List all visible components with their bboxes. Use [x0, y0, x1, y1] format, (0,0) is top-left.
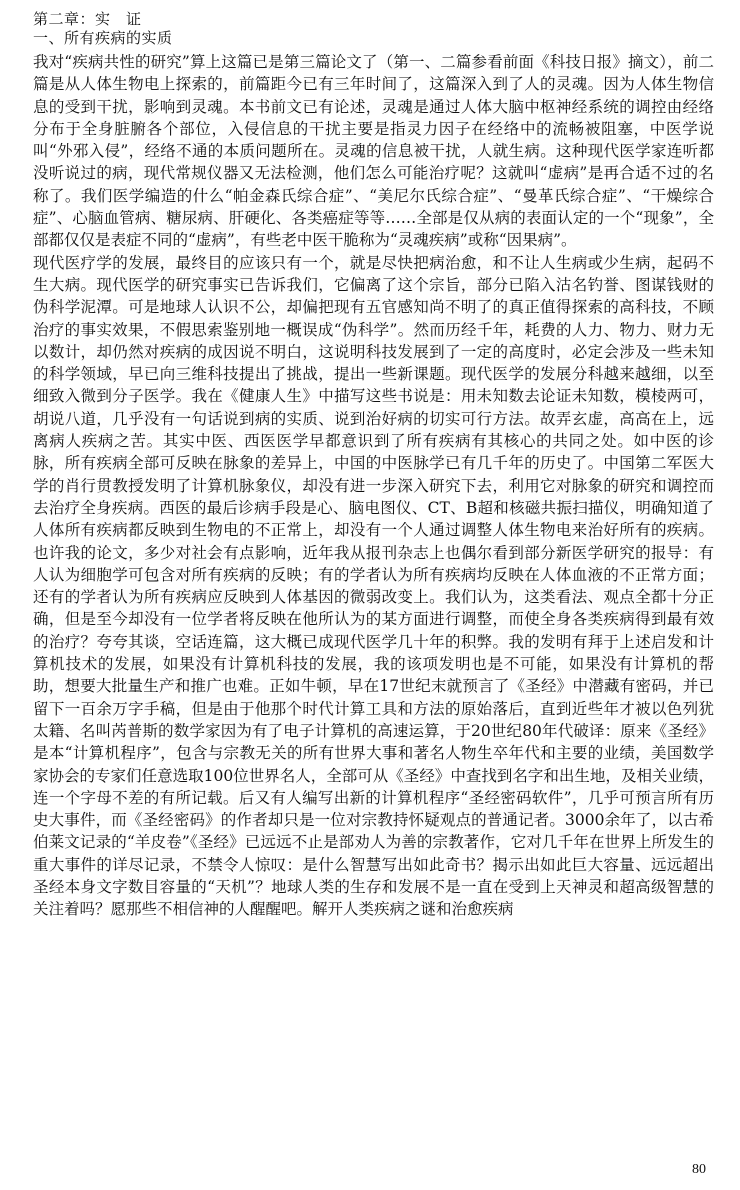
body-text — [33, 51, 714, 921]
chapter-title: 第二章：实 证 — [33, 10, 142, 28]
section-title: 一、所有疾病的实质 — [33, 29, 173, 47]
paragraph-2: 现代医疗学的发展，最终目的应该只有一个，就是尽快把病治愈，和不让人生病或少生病，起码不生大病。现代医学的研究事实已告诉我们，它偏离了这个宗旨，部分已陷入沽名钓誉、图谋钱财的伪科学泥潭。可是地球人认识不公，却偏把现有五官感知尚不明了的真正值得探索的高科技，不顾治疗的事实效果，不假思索鉴别地一概误成“伪科学”。然而历经千年，耗费的人力、物力、财力无以数计，却仍然对疾病的成因说不明白，这说明科技发展到了一定的高度时，必定会涉及一些未知的科学领域，早已向三维科技提出了挑战，提出一些新课题。现代医学的发展分科越来越细，以至细致入微到分子医学。我在《健康人生》中描写这些书说是：用未知数去论证未知数，模棱两可，胡说八道，几乎没有一句话说到病的实质、说到治好病的切实可行方法。故弄玄虚，高高在上，远离病人疾病之苦。其实中医、西医医学早都意识到了所有疾病有其核心的共同之处。如中医的诊脉，所有疾病全部可反映在脉象的差异上，中国的中医脉学已有几千年的历史了。中国第二军医大学的肖行贯教授发明了计算机脉象仪，却没有进一步深入研究下去，利用它对脉象的研究和调控而去治疗全身疾病。西医的最后诊病手段是心、脑电图仪、CT、B超和核磁共振扫描仪，明确知道了人体所有疾病都反映到生物电的不正常上，却没有一个人通过调整人体生物电来治好所有的疾病。也许我的论文，多少对社会有点影响，近年我从报刊杂志上也偶尔看到部分新医学研究的报导：有人认为细胞学可包含对所有疾病的反映；有的学者认为所有疾病均反映在人体血液的不正常方面；还有的学者认为所有疾病应反映到人体基因的微弱改变上。我们认为，这类看法、观点全都十分正确，但是至今却没有一位学者将反映在他所认为的某方面进行调整，而使全身各类疾病得到最有效的治疗？夸夸其谈，空话连篇，这大概已成现代医学几十年的积弊。我的发明有拜于上述启发和计算机技术的发展，如果没有计算机科技的发展，我的该项发明也是不可能，如果没有计算机的帮助，想要大批量生产和推广也难。正如牛顿，早在17世纪末就预言了《圣经》中潜藏有密码，并已留下一百余万字手稿，但是由于他那个时代计算工具和方法的原始落后，直到近些年才被以色列犹太籍、名叫芮普斯的数学家因为有了电子计算机的高速运算，于20世纪80年代破译：原来《圣经》是本“计算机程序”，包含与宗教无关的所有世界大事和著名人物生卒年代和主要的业绩，美国数学家协会的专家们任意选取100位世界名人，全部可从《圣经》中查找到名字和出生地，及相关业绩，连一个字母不差的有所记载。后又有人编写出新的计算机程序“圣经密码软件”，几乎可预言所有历史大事件，而《圣经密码》的作者却只是一位对宗教持怀疑观点的普通记者。3000余年了，以古希伯莱文记录的“羊皮卷”《圣经》已远远不止是部劝人为善的宗教著作，它对几千年在世界上所发生的重大事件的详尽记录，不禁令人惊叹：是什么智慧写出如此奇书？揭示出如此巨大容量、远远超出圣经本身文字数目容量的“天机”？地球人类的生存和发展不是一直在受到上天神灵和超高级智慧的关注着吗？愿那些不相信神的人醒醒吧。解开人类疾病之谜和治愈疾病 — [33, 253, 714, 919]
paragraph-1: 我对“疾病共性的研究”算上这篇已是第三篇论文了（第一、二篇参看前面《科技日报》摘文），前二篇是从人体生物电上探索的，前篇距今已有三年时间了，这篇深入到了人的灵魂。因为人体生物信息的受到干扰，影响到灵魂。本书前文已有论述，灵魂是通过人体大脑中枢神经系统的调控由经络分布于全身脏腑各个部位，入侵信息的干扰主要是指灵力因子在经络中的流畅被阻塞，中医学说叫“外邪入侵”，经络不通的本质问题所在。灵魂的信息被干扰，人就生病。这种现代医学家连听都没听说过的病，现代常规仪器又无法检测，他们怎么可能治疗呢？这就叫“虚病”是再合适不过的名称了。我们医学编造的什么“帕金森氏综合症”、“美尼尔氏综合症”、“曼革氏综合症”、“干燥综合症”、心脑血管病、糖尿病、肝硬化、各类癌症等等……全部是仅从病的表面认定的一个“现象”，全部都仅仅是表症不同的“虚病”，有些老中医干脆称为“灵魂疾病”或称“因果病”。 — [33, 53, 714, 250]
page-number: 80 — [692, 1162, 706, 1177]
